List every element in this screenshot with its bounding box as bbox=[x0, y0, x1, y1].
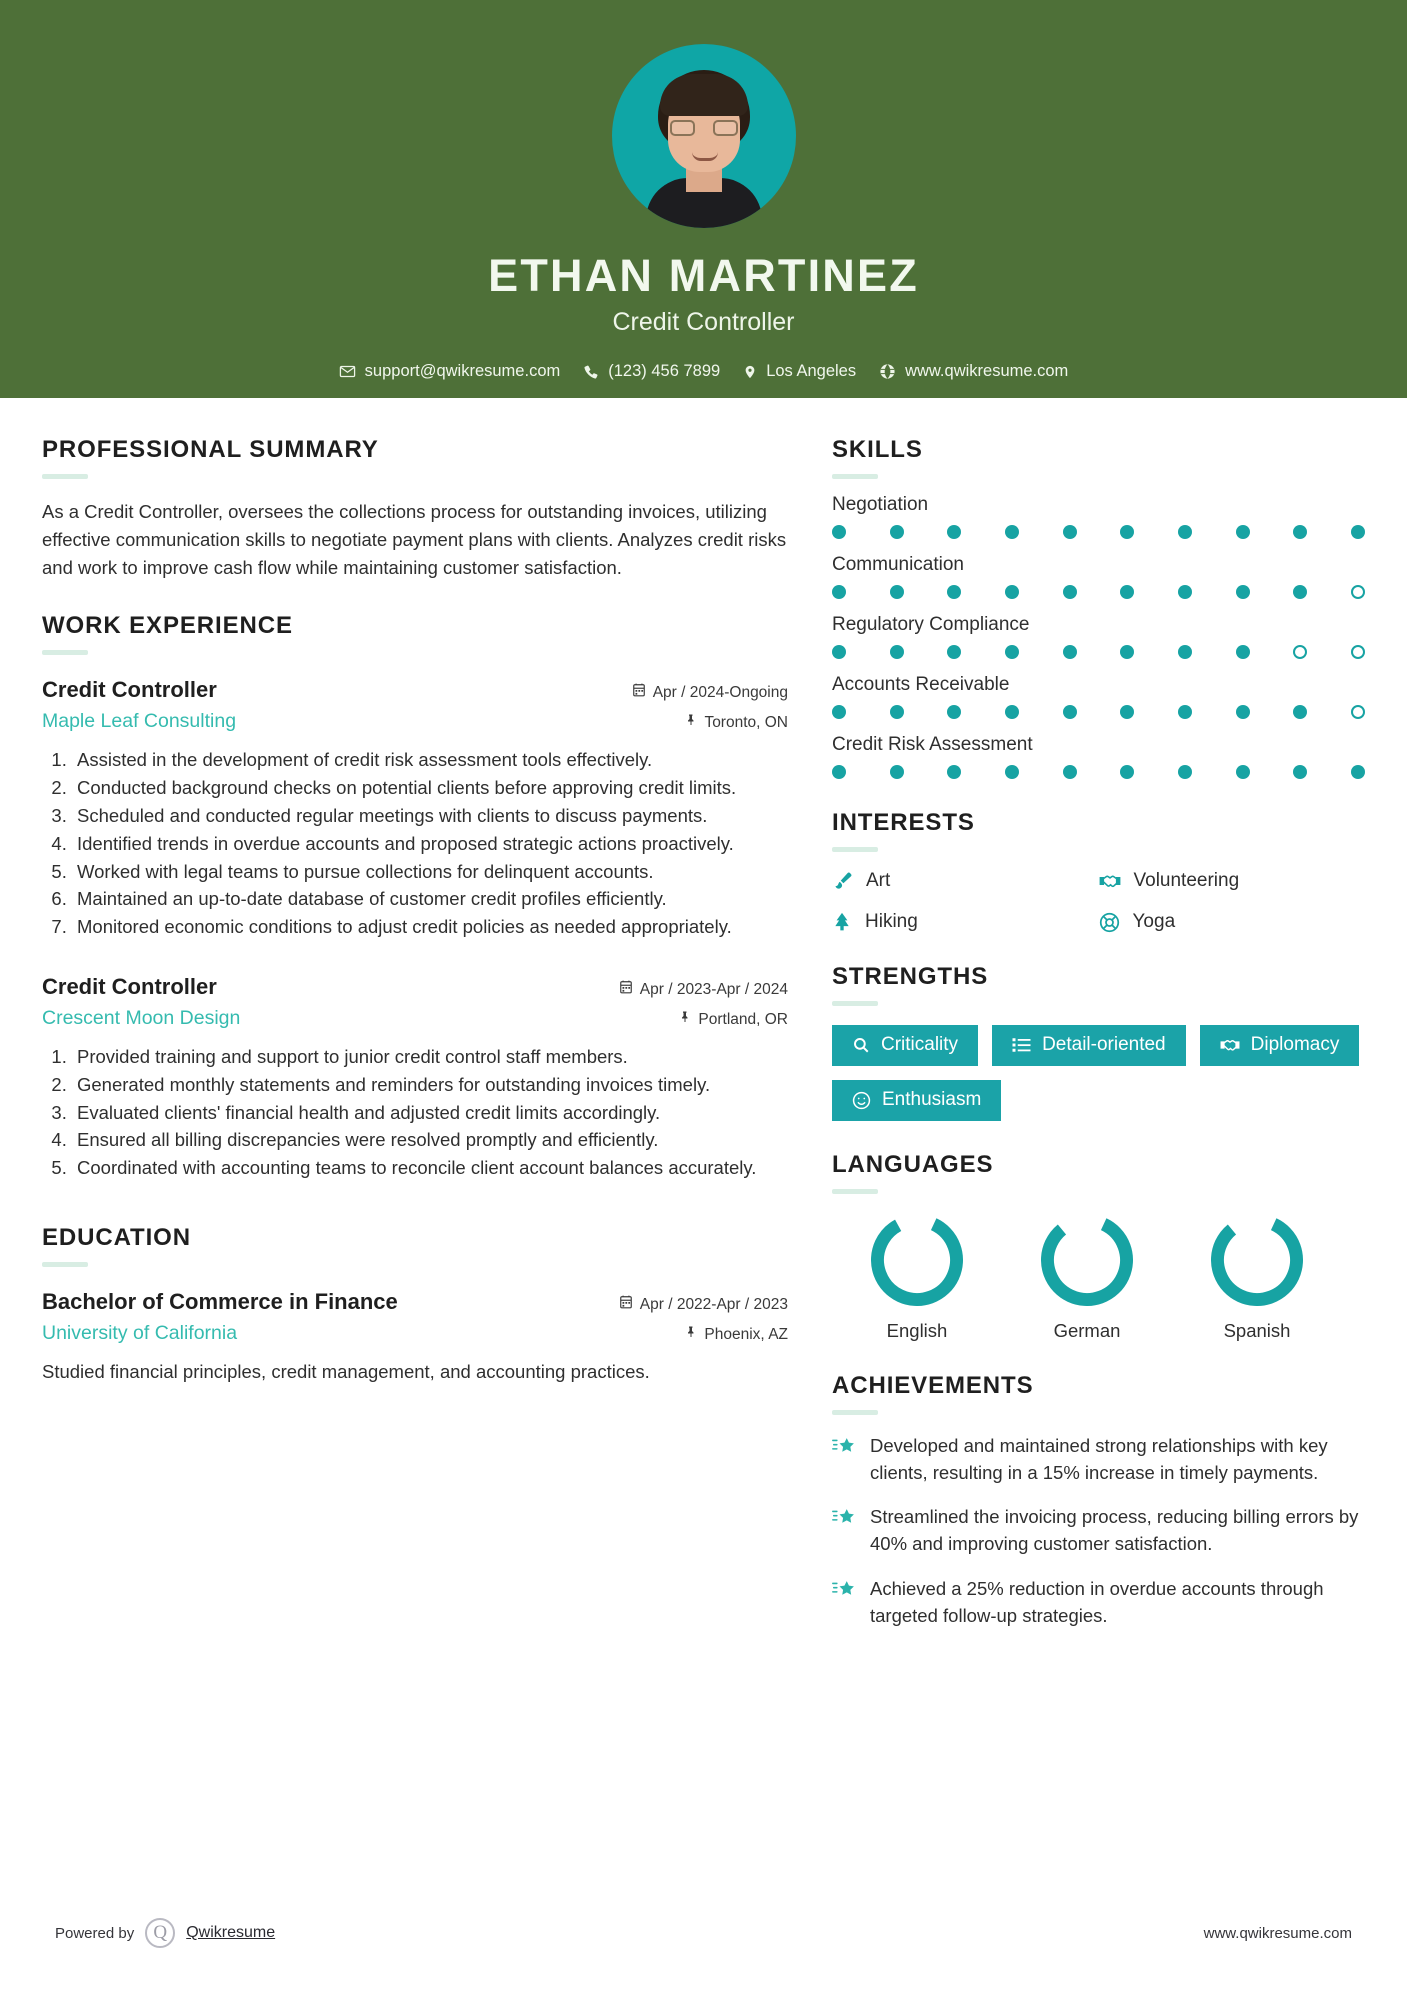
work-company: Maple Leaf Consulting bbox=[42, 710, 237, 733]
interest-label: Yoga bbox=[1132, 911, 1176, 932]
work-location bbox=[679, 1010, 788, 1029]
rating-dot-filled bbox=[1005, 585, 1019, 599]
achievement-text: Developed and maintained strong relationships with key clients, resulting in a 15% increase in timely payments. bbox=[870, 1434, 1328, 1483]
languages-list bbox=[832, 1214, 1365, 1342]
rating-dot-empty bbox=[1351, 645, 1365, 659]
achievement-text: Streamlined the invoicing process, reducing billing errors by 40% and improving customer satisfaction. bbox=[870, 1506, 1359, 1555]
shooting-star-icon bbox=[832, 1576, 856, 1606]
interest-label: Hiking bbox=[865, 911, 918, 932]
education-entry-head bbox=[42, 1289, 788, 1315]
section-title: STRENGTHS bbox=[832, 963, 989, 990]
qwikresume-logo-icon: Q bbox=[145, 1918, 175, 1948]
section-title: PROFESSIONAL SUMMARY bbox=[42, 436, 379, 463]
rating-dot-filled bbox=[947, 765, 961, 779]
work-bullet: 4. Ensured all billing discrepancies were resolved promptly and efficiently. bbox=[72, 1127, 788, 1154]
avatar-hair-front bbox=[660, 74, 748, 116]
skill-label: Regulatory Compliance bbox=[832, 614, 1030, 635]
section-title: LANGUAGES bbox=[832, 1150, 994, 1178]
strength-diplomacy bbox=[1200, 1025, 1360, 1066]
rating-dot-filled bbox=[947, 585, 961, 599]
work-company: Crescent Moon Design bbox=[42, 1007, 241, 1030]
rating-dot-filled bbox=[1120, 525, 1134, 539]
rating-dot-filled bbox=[1120, 585, 1134, 599]
education-school: University of California bbox=[42, 1322, 238, 1345]
rating-dot-filled bbox=[1063, 585, 1077, 599]
work-location bbox=[685, 713, 788, 732]
language-donut-chart bbox=[1211, 1214, 1303, 1306]
avatar-glasses bbox=[670, 120, 738, 136]
skill-rating bbox=[832, 765, 1365, 779]
education-location bbox=[685, 1325, 788, 1344]
strength-label: Detail-oriented bbox=[1042, 1034, 1166, 1055]
calendar-icon bbox=[619, 1295, 633, 1314]
section-achievements bbox=[832, 1372, 1365, 1630]
language-donut-chart bbox=[1041, 1214, 1133, 1306]
skill-item bbox=[832, 554, 1365, 599]
smiley-icon bbox=[852, 1091, 871, 1110]
section-rule bbox=[832, 1001, 878, 1006]
skill-item bbox=[832, 494, 1365, 539]
contact-email-text: support@qwikresume.com bbox=[364, 362, 561, 380]
strength-detail-oriented bbox=[992, 1025, 1186, 1066]
section-rule bbox=[42, 1262, 88, 1267]
interest-label: Volunteering bbox=[1133, 870, 1240, 891]
section-title: WORK EXPERIENCE bbox=[42, 612, 293, 640]
section-title: SKILLS bbox=[832, 436, 923, 463]
rating-dot-filled bbox=[1063, 645, 1077, 659]
rating-dot-filled bbox=[1120, 705, 1134, 719]
work-dates bbox=[619, 980, 788, 999]
rating-dot-filled bbox=[890, 585, 904, 599]
pushpin-icon bbox=[679, 1010, 691, 1029]
map-pin-icon bbox=[743, 363, 757, 381]
strength-criticality bbox=[832, 1025, 978, 1066]
rating-dot-filled bbox=[1005, 645, 1019, 659]
rating-dot-filled bbox=[1236, 525, 1250, 539]
rating-dot-filled bbox=[832, 645, 846, 659]
language-item bbox=[1002, 1214, 1172, 1342]
rating-dot-filled bbox=[947, 525, 961, 539]
work-entry bbox=[42, 974, 788, 1182]
strength-label: Criticality bbox=[881, 1034, 959, 1055]
rating-dot-filled bbox=[832, 705, 846, 719]
skill-label: Communication bbox=[832, 554, 964, 575]
qwikresume-brand-link[interactable]: Qwikresume bbox=[186, 1924, 276, 1941]
work-dates bbox=[632, 683, 788, 702]
skill-item bbox=[832, 614, 1365, 659]
contact-row bbox=[339, 362, 1069, 381]
skill-item bbox=[832, 734, 1365, 779]
footer bbox=[0, 1918, 1407, 1948]
interest-item bbox=[832, 911, 1099, 933]
section-languages bbox=[832, 1151, 1365, 1342]
strengths-list bbox=[832, 1025, 1365, 1121]
language-label: German bbox=[1053, 1319, 1121, 1341]
strength-enthusiasm bbox=[832, 1080, 1001, 1121]
work-location-text: Portland, OR bbox=[698, 1010, 788, 1028]
skill-rating bbox=[832, 645, 1365, 659]
magnifier-icon bbox=[852, 1036, 870, 1054]
section-strengths bbox=[832, 963, 1365, 1121]
skills-list bbox=[832, 494, 1365, 779]
handshake-icon bbox=[1220, 1035, 1240, 1055]
work-entry-head bbox=[42, 677, 788, 703]
interest-item bbox=[832, 870, 1099, 892]
contact-email[interactable] bbox=[339, 362, 561, 381]
rating-dot-filled bbox=[832, 585, 846, 599]
rating-dot-filled bbox=[1351, 765, 1365, 779]
education-degree: Bachelor of Commerce in Finance bbox=[42, 1289, 398, 1315]
rating-dot-filled bbox=[1236, 645, 1250, 659]
achievement-item bbox=[832, 1576, 1365, 1630]
section-rule bbox=[832, 474, 878, 479]
phone-icon bbox=[583, 364, 599, 380]
contact-phone[interactable] bbox=[583, 362, 720, 381]
language-item bbox=[832, 1214, 1002, 1342]
work-bullet: 5. Coordinated with accounting teams to reconcile client account balances accurately. bbox=[72, 1155, 788, 1182]
interest-item bbox=[1099, 911, 1366, 933]
rating-dot-filled bbox=[1005, 705, 1019, 719]
section-title: INTERESTS bbox=[832, 809, 975, 836]
rating-dot-empty bbox=[1351, 705, 1365, 719]
avatar-mouth bbox=[692, 152, 718, 161]
achievement-text: Achieved a 25% reduction in overdue accounts through targeted follow-up strategies. bbox=[870, 1578, 1324, 1626]
section-title: EDUCATION bbox=[42, 1224, 191, 1252]
handshake-icon bbox=[1099, 870, 1121, 892]
resume-header bbox=[0, 0, 1407, 398]
contact-location[interactable] bbox=[743, 362, 856, 381]
rating-dot-filled bbox=[1236, 765, 1250, 779]
rating-dot-filled bbox=[890, 765, 904, 779]
work-location-text: Toronto, ON bbox=[704, 713, 788, 731]
rating-dot-filled bbox=[1178, 765, 1192, 779]
rating-dot-filled bbox=[947, 705, 961, 719]
section-work-experience bbox=[42, 612, 788, 1182]
skill-item bbox=[832, 674, 1365, 719]
resume-body bbox=[0, 398, 1407, 1634]
education-entry-sub bbox=[42, 1322, 788, 1345]
pushpin-icon bbox=[685, 1325, 697, 1344]
language-donut-chart bbox=[871, 1214, 963, 1306]
work-bullet: 5. Worked with legal teams to pursue collections for delinquent accounts. bbox=[72, 859, 788, 886]
calendar-icon bbox=[632, 683, 646, 702]
work-bullet: 2. Generated monthly statements and reminders for outstanding invoices timely. bbox=[72, 1072, 788, 1099]
work-entry-sub bbox=[42, 710, 788, 733]
rating-dot-filled bbox=[890, 705, 904, 719]
language-label: Spanish bbox=[1223, 1319, 1291, 1341]
language-label: English bbox=[886, 1319, 948, 1341]
education-entry bbox=[42, 1289, 788, 1386]
work-bullets bbox=[42, 747, 788, 941]
right-column bbox=[832, 398, 1365, 1634]
tree-icon bbox=[832, 911, 852, 933]
education-location-text: Phoenix, AZ bbox=[704, 1325, 788, 1343]
section-rule bbox=[42, 474, 88, 479]
rating-dot-filled bbox=[832, 525, 846, 539]
section-professional-summary bbox=[42, 436, 788, 582]
contact-location-text: Los Angeles bbox=[766, 362, 857, 380]
work-bullets bbox=[42, 1044, 788, 1182]
rating-dot-filled bbox=[890, 645, 904, 659]
skill-rating bbox=[832, 705, 1365, 719]
rating-dot-empty bbox=[1293, 645, 1307, 659]
skill-rating bbox=[832, 585, 1365, 599]
strength-label: Diplomacy bbox=[1250, 1034, 1340, 1055]
work-bullet: 3. Evaluated clients' financial health and adjusted credit limits accordingly. bbox=[72, 1100, 788, 1127]
rating-dot-filled bbox=[890, 525, 904, 539]
section-rule bbox=[832, 1410, 878, 1415]
section-interests bbox=[832, 809, 1365, 933]
powered-by-label: Powered by bbox=[55, 1924, 135, 1942]
candidate-name: ETHAN MARTINEZ bbox=[488, 250, 919, 301]
interest-item bbox=[1099, 870, 1366, 892]
rating-dot-empty bbox=[1351, 585, 1365, 599]
list-icon bbox=[1012, 1036, 1031, 1054]
rating-dot-filled bbox=[1178, 705, 1192, 719]
skill-label: Negotiation bbox=[832, 494, 929, 515]
rating-dot-filled bbox=[832, 765, 846, 779]
work-role: Credit Controller bbox=[42, 677, 217, 703]
envelope-icon bbox=[339, 363, 356, 380]
work-bullet: 6. Maintained an up-to-date database of customer credit profiles efficiently. bbox=[72, 886, 788, 913]
work-bullet: 4. Identified trends in overdue accounts and proposed strategic actions proactively. bbox=[72, 831, 788, 858]
skill-label: Credit Risk Assessment bbox=[832, 734, 1033, 755]
rating-dot-filled bbox=[1293, 585, 1307, 599]
lifebuoy-icon bbox=[1099, 912, 1120, 933]
work-entry-sub bbox=[42, 1007, 788, 1030]
education-dates-text: Apr / 2022-Apr / 2023 bbox=[639, 1295, 788, 1313]
calendar-icon bbox=[619, 980, 633, 999]
work-bullet: 3. Scheduled and conducted regular meetings with clients to discuss payments. bbox=[72, 803, 788, 830]
section-title: ACHIEVEMENTS bbox=[832, 1371, 1034, 1399]
rating-dot-filled bbox=[1063, 525, 1077, 539]
skill-label: Accounts Receivable bbox=[832, 674, 1010, 695]
work-entry bbox=[42, 677, 788, 941]
language-item bbox=[1172, 1214, 1342, 1342]
skill-rating bbox=[832, 525, 1365, 539]
rating-dot-filled bbox=[1293, 765, 1307, 779]
section-rule bbox=[832, 1189, 878, 1194]
section-rule bbox=[42, 650, 88, 655]
work-dates-text: Apr / 2024-Ongoing bbox=[652, 683, 788, 701]
work-bullet: 1. Provided training and support to junior credit control staff members. bbox=[72, 1044, 788, 1071]
contact-phone-text: (123) 456 7899 bbox=[608, 362, 721, 380]
rating-dot-filled bbox=[1236, 585, 1250, 599]
achievement-item bbox=[832, 1504, 1365, 1558]
work-bullet: 1. Assisted in the development of credit risk assessment tools effectively. bbox=[72, 747, 788, 774]
avatar bbox=[612, 44, 796, 228]
candidate-job-title: Credit Controller bbox=[612, 308, 795, 336]
section-skills bbox=[832, 436, 1365, 779]
education-description: Studied financial principles, credit management, and accounting practices. bbox=[42, 1361, 650, 1383]
rating-dot-filled bbox=[1120, 765, 1134, 779]
work-role: Credit Controller bbox=[42, 974, 217, 1000]
rating-dot-filled bbox=[1120, 645, 1134, 659]
rating-dot-filled bbox=[1063, 765, 1077, 779]
work-bullet: 7. Monitored economic conditions to adjust credit policies as needed appropriately. bbox=[72, 914, 788, 941]
rating-dot-filled bbox=[1063, 705, 1077, 719]
interests-grid bbox=[832, 870, 1365, 933]
footer-website[interactable]: www.qwikresume.com bbox=[1203, 1924, 1352, 1942]
work-dates-text: Apr / 2023-Apr / 2024 bbox=[639, 980, 788, 998]
left-column bbox=[42, 398, 832, 1634]
pushpin-icon bbox=[685, 713, 697, 732]
work-bullet: 2. Conducted background checks on potential clients before approving credit limits. bbox=[72, 775, 788, 802]
rating-dot-filled bbox=[947, 645, 961, 659]
rating-dot-filled bbox=[1178, 525, 1192, 539]
education-dates bbox=[619, 1295, 788, 1314]
rating-dot-filled bbox=[1293, 525, 1307, 539]
paintbrush-icon bbox=[832, 871, 853, 892]
rating-dot-filled bbox=[1236, 705, 1250, 719]
globe-icon bbox=[879, 363, 896, 380]
contact-website[interactable] bbox=[879, 362, 1068, 381]
rating-dot-filled bbox=[1293, 705, 1307, 719]
rating-dot-filled bbox=[1005, 765, 1019, 779]
footer-branding bbox=[55, 1918, 275, 1948]
contact-website-text: www.qwikresume.com bbox=[905, 362, 1069, 380]
rating-dot-filled bbox=[1351, 525, 1365, 539]
rating-dot-filled bbox=[1005, 525, 1019, 539]
achievement-item bbox=[832, 1433, 1365, 1487]
summary-text: As a Credit Controller, oversees the collections process for outstanding invoices, utilizing effective communication skills to negotiate payment plans with clients. Analyzes credit risks and work to improve cash flow while maintaining customer satisfaction. bbox=[42, 501, 787, 579]
strength-label: Enthusiasm bbox=[882, 1088, 982, 1110]
shooting-star-icon bbox=[832, 1433, 856, 1463]
section-education bbox=[42, 1224, 788, 1386]
work-entry-head bbox=[42, 974, 788, 1000]
rating-dot-filled bbox=[1178, 645, 1192, 659]
shooting-star-icon bbox=[832, 1504, 856, 1534]
interest-label: Art bbox=[866, 870, 891, 891]
section-rule bbox=[832, 847, 878, 852]
rating-dot-filled bbox=[1178, 585, 1192, 599]
